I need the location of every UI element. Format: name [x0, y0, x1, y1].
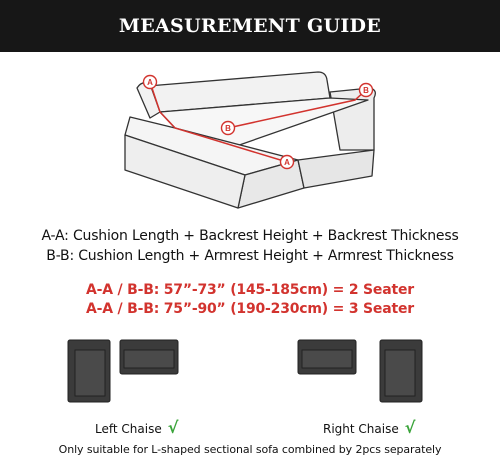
right-chaise-caption: [323, 418, 415, 437]
sofa-right-arm: [330, 88, 375, 150]
marker-a-bottom-label: A: [284, 158, 290, 167]
marker-b-right-label: B: [363, 86, 369, 95]
size-3-seater: A-A / B-B: 75”-90” (190-230cm) = 3 Seater: [86, 301, 414, 317]
left-chaise-caption: [95, 418, 178, 437]
right-chaise-illustration: [298, 340, 422, 402]
check-icon: √: [404, 418, 416, 437]
check-icon: √: [167, 418, 179, 437]
marker-a-top-label: A: [147, 78, 153, 87]
right-chaise-label: Right Chaise: [323, 422, 399, 436]
left-chaise-illustration: [68, 340, 178, 402]
definition-b: B-B: Cushion Length + Armrest Height + Armrest Thickness: [46, 248, 454, 264]
left-chaise-label: Left Chaise: [95, 422, 162, 436]
sofa-main-front: [298, 150, 374, 188]
size-2-seater: A-A / B-B: 57”-73” (145-185cm) = 2 Seater: [86, 282, 414, 298]
footer-note: Only suitable for L-shaped sectional sofa combined by 2pcs separately: [58, 443, 442, 456]
definition-a: A-A: Cushion Length + Backrest Height + Backrest Thickness: [41, 228, 459, 244]
marker-b-left-label: B: [225, 124, 231, 133]
page-title: MEASUREMENT GUIDE: [118, 15, 382, 37]
